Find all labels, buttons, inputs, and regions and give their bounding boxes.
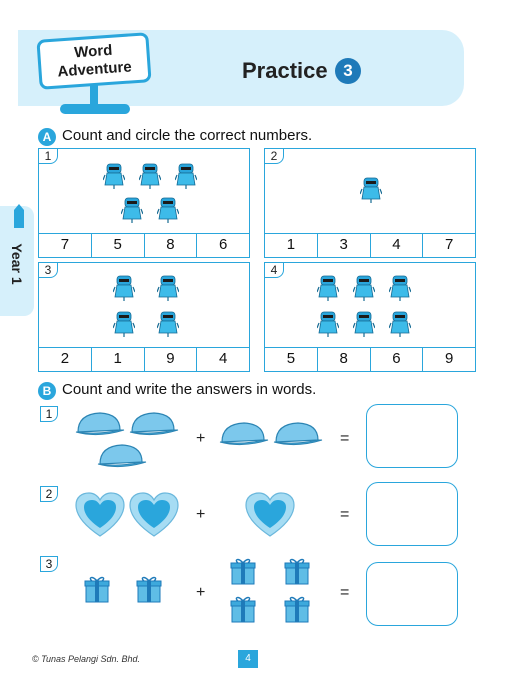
sign-line-1: Word (73, 41, 113, 62)
number-option[interactable]: 7 (60, 236, 70, 253)
heart-icon (74, 492, 126, 543)
robot-icon (121, 195, 143, 223)
number-option[interactable]: 6 (370, 348, 423, 371)
row-number-3: 3 (40, 556, 58, 572)
number-option[interactable]: 6 (196, 234, 249, 257)
number-option[interactable]: 7 (422, 234, 475, 257)
plus-sign: + (196, 506, 206, 523)
equals-sign: = (340, 584, 350, 601)
practice-title: Practice (242, 58, 328, 83)
number-option[interactable]: 1 (286, 236, 296, 253)
number-option[interactable]: 5 (286, 350, 296, 367)
number-option[interactable]: 9 (422, 348, 475, 371)
number-options (39, 233, 249, 257)
robot-icon (157, 309, 179, 337)
heart-icon (128, 492, 180, 543)
answer-box-1[interactable] (366, 404, 458, 468)
robot-icon (103, 161, 125, 189)
robot-icon (157, 273, 179, 301)
answer-box-3[interactable] (366, 562, 458, 626)
plus-sign: + (196, 584, 206, 601)
number-options (265, 233, 475, 257)
robot-icon (389, 273, 411, 301)
row-number-1: 1 (40, 406, 58, 422)
panel-number: 4 (264, 262, 284, 278)
number-option[interactable]: 4 (370, 234, 423, 257)
robot-icon (389, 309, 411, 337)
copyright-text: © Tunas Pelangi Sdn. Bhd. (32, 654, 141, 664)
word-adventure-signpost (32, 26, 152, 106)
number-option[interactable]: 1 (91, 348, 144, 371)
page-number: 4 (238, 650, 258, 668)
year-label (0, 224, 34, 304)
counting-panel-1 (38, 148, 250, 258)
counting-panel-3 (38, 262, 250, 372)
number-option[interactable]: 5 (91, 234, 144, 257)
equals-sign: = (340, 430, 350, 447)
sign-line-2: Adventure (56, 58, 133, 81)
section-a-title: Count and circle the correct numbers. (62, 127, 313, 144)
gift-box-icon (230, 556, 256, 591)
answer-box-2[interactable] (366, 482, 458, 546)
number-option[interactable]: 2 (60, 350, 70, 367)
section-b-badge: B (38, 382, 56, 400)
number-option[interactable]: 3 (317, 234, 370, 257)
robot-icon (353, 309, 375, 337)
panel-number: 3 (38, 262, 58, 278)
section-b-title: Count and write the answers in words. (62, 381, 317, 398)
robot-icon (360, 175, 382, 203)
robot-icon (317, 273, 339, 301)
counting-panel-4 (264, 262, 476, 372)
panel-number: 2 (264, 148, 284, 164)
plus-sign: + (196, 430, 206, 447)
sign-base (60, 104, 130, 114)
number-options (39, 347, 249, 371)
sign-board (36, 32, 151, 90)
number-options (265, 347, 475, 371)
row-number-2: 2 (40, 486, 58, 502)
year-label-text: Year 1 (9, 243, 25, 285)
sign-pole (90, 84, 98, 106)
gift-box-icon (136, 574, 162, 609)
robot-icon (317, 309, 339, 337)
number-option[interactable]: 8 (144, 234, 197, 257)
cap-icon (218, 420, 270, 453)
cap-icon (272, 420, 324, 453)
panel-number: 1 (38, 148, 58, 164)
practice-number-badge: 3 (335, 58, 361, 84)
gift-box-icon (284, 594, 310, 629)
robot-icon (175, 161, 197, 189)
gift-box-icon (84, 574, 110, 609)
cap-icon (96, 442, 148, 475)
cap-icon (128, 410, 180, 443)
robot-icon (139, 161, 161, 189)
number-option[interactable]: 9 (144, 348, 197, 371)
number-option[interactable]: 8 (317, 348, 370, 371)
counting-panel-2 (264, 148, 476, 258)
robot-icon (353, 273, 375, 301)
gift-box-icon (284, 556, 310, 591)
gift-box-icon (230, 594, 256, 629)
robot-icon (113, 273, 135, 301)
section-a-badge: A (38, 128, 56, 146)
number-option[interactable]: 4 (196, 348, 249, 371)
robot-icon (113, 309, 135, 337)
equals-sign: = (340, 506, 350, 523)
cap-icon (74, 410, 126, 443)
heart-icon (244, 492, 296, 543)
robot-icon (157, 195, 179, 223)
